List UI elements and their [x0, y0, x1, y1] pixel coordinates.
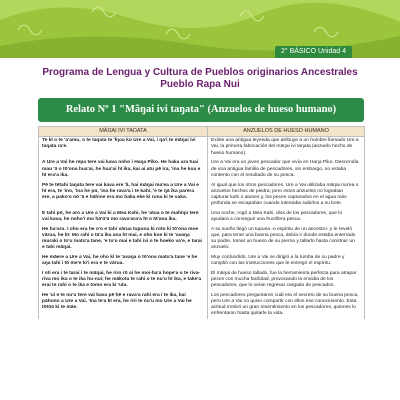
spanish-paragraph: Existe una antigua leyenda que atribuye a un hombre llamado Ure a Vai, la primera fabricación del māŋai ivi taŋata (anzuelo hecho de hueso humano).	[208, 137, 365, 159]
table-row	[39, 269, 365, 290]
spanish-paragraph: Los pescadores preguntaron cuál era el secreto de su buena pesca, pero Ure a Vai no quiso compartir con ellos ese conocimiento. Esta actitud motivó un gran resentimiento en los pescadores, quienes lo enfrentaron hasta quitarle la vida.	[208, 291, 365, 318]
story-table	[38, 126, 365, 319]
table-row	[39, 159, 365, 180]
spanish-paragraph: A su sueño llegó un tupuna -o espíritu de un ancestro- y le reveló que, para tener una buena pesca, debía ir donde estaba enterrado su padre, tomar un hueso de su pierna y tallarlo hasta construir un anzuelo.	[208, 225, 365, 252]
spanish-paragraph: Al igual que los otros pescadores, Ure a Vai utilizaba māŋai ma'ea o anzuelos hechos de piedra; pero estos anzuelos no lograban capturar kahi o atunes y, los peces capturados en el agua más profunda se escapaban cuando intentaba subirlos a su bote.	[208, 181, 365, 208]
column-header-rapanui: MĀŊAI IVI TAŊATA	[39, 127, 208, 137]
table-row	[39, 181, 365, 208]
program-title-line2: Pueblo Rapa Nui	[160, 79, 240, 90]
table-row	[39, 291, 365, 318]
table-row	[39, 137, 365, 159]
rapanui-paragraph: He ha'uru. I oho era he o'o e tahi vārua tupuna ki roto ki tō'ona moe vārua, he kī: Mo rahi o tā'a ika ana hī mai, e oho koe ki te 'avaŋa muraki o to'u matu'a tane, 'e to'o mai e tahi ivi o te hoeko va'e, e tarai e tahi māŋai.	[39, 225, 208, 252]
spanish-paragraph: Una noche, rogó a Mea Kahi, dios de los pescadores, que lo ayudara a conseguir una fructífera pesca.	[208, 209, 365, 224]
rapanui-paragraph: He 'ui e te nu'u tere vai kava pē hē e rava'a rahi era i te ika, kai pāhono a Ure a Vai. 'Ina te'a kī era, he riri te nu'u mo Ure a Vai he tōtōā ki te māe.	[39, 291, 208, 318]
rapanui-paragraph: I oti era i te tarai i te māŋai, he riro rō ai he moi-ha'a hope'a o te riva-riva mo ika o te ika hu-nui; he mākota te rahi o te nu'u hī ika, e take'a erai te rahi o te ika e tomo era ki 'uta.	[39, 269, 208, 290]
table-row	[39, 225, 365, 252]
spanish-paragraph: Muy confundido, Ure a Vai se dirigió a la tumba de su padre y cumplió con las instrucciones que le entregó el espíritu.	[208, 253, 365, 268]
table-row	[39, 253, 365, 268]
program-title	[40, 67, 360, 91]
column-header-spanish: ANZUELOS DE HUESO HUMANO	[208, 127, 365, 137]
rapanui-paragraph: E tahi pō, he aro a Ure a Vai ki a Mea Kahi, he 'atua o te mahiŋo tere vai kava, he noho'i mo hā'ū'ū mo rava'ara'a hī o tā'ana ika.	[39, 209, 208, 224]
rapanui-paragraph: He māere a Ure a Vai, he oho ki te 'avaŋa o tō'ona matu'a tane 'e he aŋa tahi i tō me'e ki'i era e te vārua.	[39, 253, 208, 268]
rapanui-paragraph: A Ure a Vai he repa tere vai kava noho i Haŋa Piko. He haka ara tuai mau 'ā o tō'ona hua'ai, he hua'ai hī ika, kai ai atu pē ira, 'ina he koa e hī era'a ika.	[39, 159, 208, 180]
spanish-paragraph: Ure a Vai era un joven pescador que vivía en Haŋa Piko. Descendía de una antigua familia de pescadores, sin embargo, no estaba contento con el resultado de su pesca.	[208, 159, 365, 180]
story-title: Relato Nº 1 "Mãŋai ivi taŋata" (Anzuelos de hueso humano)	[38, 98, 364, 122]
spanish-paragraph: El māŋai de hueso tallado, fue la herramienta perfecta para atrapar peces con mucha facilidad, provocando la envidia de los pescadores, que lo veían regresar cargado de pescados.	[208, 269, 365, 290]
rapanui-paragraph: Pē te tētahi taŋata tere vai kava ere 'ã, hai māŋai ma'ea a Ure a Vai e hī era, te 'ino, 'ina he pū, 'ina he rava'a i te kahi, 'e te ŋā ika parera ere, a pako'o nō 'ā e hāhine era mo haka eke ki runa ki te vaka.	[39, 181, 208, 208]
grade-badge: 2° BÁSICO Unidad 4	[275, 46, 352, 58]
table-row	[39, 209, 365, 224]
rapanui-paragraph: Te kī o te 'a'amu, o te taŋata te 'Ĩŋoa ko Ure a Vai, i ŋa'i te māŋai ivi taŋata ra'e.	[39, 137, 208, 159]
program-title-line1: Programa de Lengua y Cultura de Pueblos originarios Ancestrales	[42, 67, 358, 78]
